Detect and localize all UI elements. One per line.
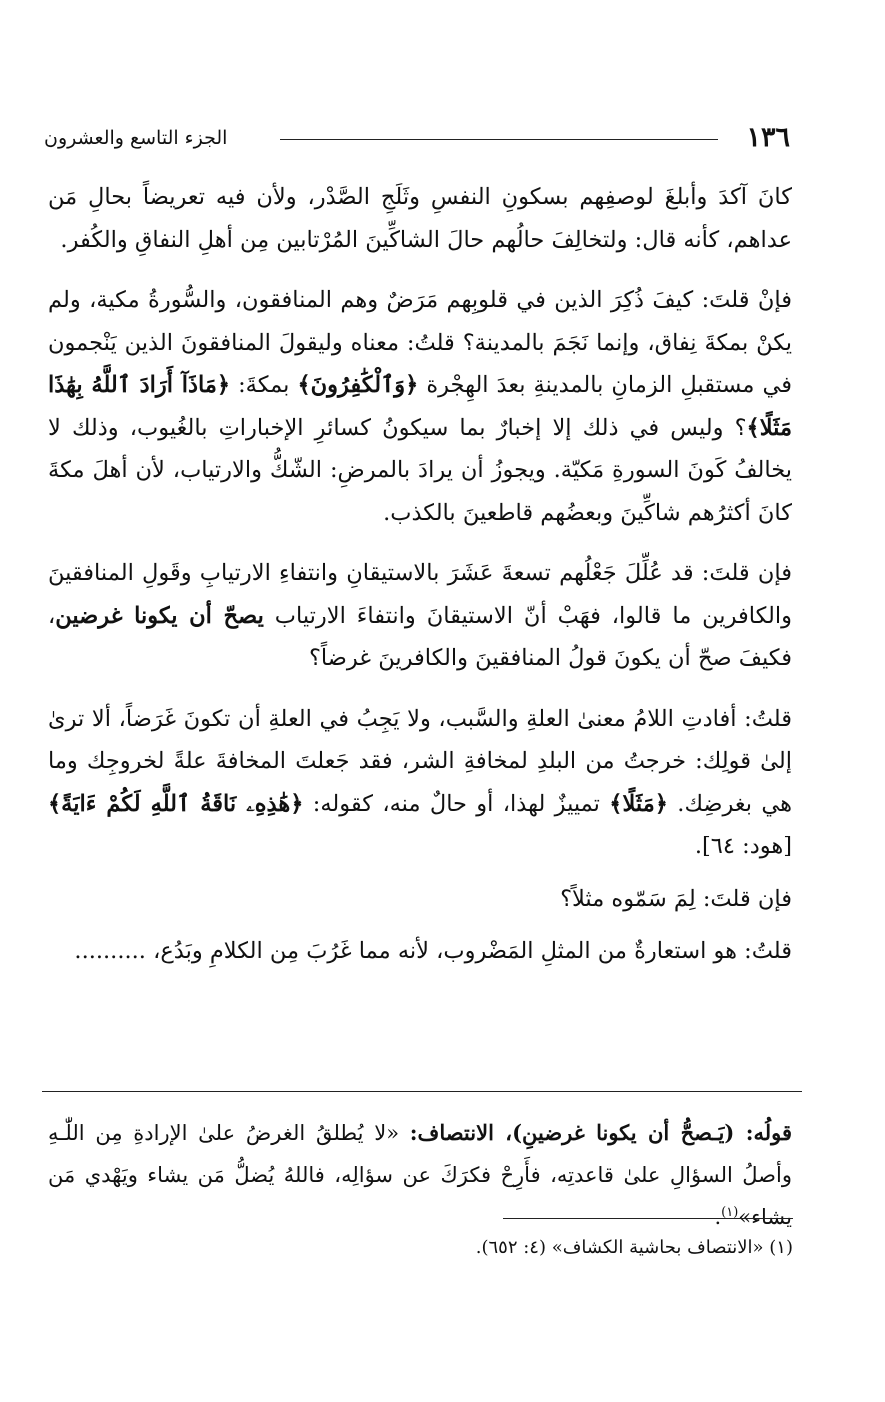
paragraph-3-bold: يصحّ أن يكونا غرضين (55, 602, 264, 629)
paragraph-2-text-b: بمكةَ: (238, 372, 290, 398)
paragraph-2-text-c: ؟ وليس في ذلك إلا إخبارٌ بما سيكونُ كسائرِ الإخباراتِ بالغُيوب، وذلك لا يخالفُ كَونَ السورةِ مَكيّة. ويجوزُ أن يرادَ بالمرضِ: الشّكُّ والارتياب، لأن أهلَ مكةَ كانَ أكثرُهم شاكِّينَ وبعضُهم قاطعينَ بالكذب. (48, 414, 792, 526)
commentary-paragraph (48, 1112, 792, 1238)
paragraph-2-text-a: فإنْ قلتَ: كيفَ ذُكِرَ الذين في قلوبِهم مَرَضٌ وهم المنافقون، والسُّورةُ مكية، ولم يكنْ بمكةَ نِفاق، وإنما نَجَمَ بالمدينة؟ قلتُ: معناه وليقولَ المنافقونَ الذين يَنْجمون في مستقبلِ الزمانِ بالمدينةِ بعدَ الهِجْرة (48, 287, 793, 398)
commentary (48, 1112, 792, 1238)
quran-quote-naqa: ﴿هَٰذِهِۦ نَاقَةُ ٱللَّهِ لَكُمْ ءَايَةً﴾ (48, 790, 304, 817)
commentary-lead: قولُه: (يَـصحُّ أن يكونا غرضينِ)، الانتصاف: (409, 1120, 792, 1145)
page-number: ١٣٦ (746, 122, 790, 153)
quran-quote-mathalan: ﴿مَثَلًا﴾ (609, 790, 668, 817)
paragraph-3-text-a: فإن قلتَ: قد عُلِّلَ جَعْلُهم تسعةَ عَشَرَ بالاستيقانِ وانتفاءِ الارتيابِ وقَولِ المنافقينَ والكافرين ما قالوا، فهَبْ أنّ الاستيقانَ وانتفاءَ الارتياب (48, 560, 792, 629)
paragraph-3 (48, 552, 792, 680)
footnote-marker: (١) (721, 1205, 739, 1220)
header-rule (280, 139, 718, 140)
paragraph-4-text-b: تمييزٌ لهذا، أو حالٌ منه، كقوله: (312, 790, 600, 817)
commentary-separator (42, 1091, 802, 1092)
commentary-end: . (714, 1205, 722, 1229)
quran-quote-mathal: ﴿مَاذَآ أَرَادَ ٱللَّهُ بِهَٰذَا مَثَلًا﴾ (48, 372, 792, 441)
paragraph-2 (48, 279, 792, 534)
page-header (44, 120, 790, 160)
quran-quote-kafirun: ﴿وَٱلْكَٰفِرُونَ﴾ (297, 372, 419, 398)
paragraph-1: كانَ آكدَ وأبلغَ لوصفِهم بسكونِ النفسِ وثَلَجِ الصَّدْر، ولأن فيه تعريضاً بحالِ مَن عداهم، كأنه قال: ولتخالِفَ حالُهم حالَ الشاكِّينَ المُرْتابين مِن أهلِ النفاقِ والكُفر. (48, 184, 792, 253)
paragraph-3-text-b: ، فكيفَ صحّ أن يكونَ قولُ المنافقينَ والكافرينَ غرضاً؟ (48, 602, 792, 671)
paragraph-5: فإن قلتَ: لِمَ سَمّوه مثلاً؟ (560, 885, 792, 912)
footnote: (١) «الانتصاف بحاشية الكشاف» (٤: ٦٥٢). (475, 1237, 793, 1258)
main-text (48, 176, 792, 983)
paragraph-4-text-a: قلتُ: أفادتِ اللامُ معنىٰ العلةِ والسَّبب، ولا يَجِبُ في العلةِ أن تكونَ غَرَضاً، ألا ترىٰ إلىٰ قولِك: خرجتُ من البلدِ لمخافةِ الشر، فقد جَعلتَ المخافةَ علةً لخروجِك وما هي بغرضِك. (48, 705, 793, 817)
paragraph-4 (48, 698, 792, 868)
footnote-separator (503, 1218, 793, 1219)
commentary-text: «لا يُطلقُ الغرضُ علىٰ الإرادةِ مِن اللّٰـهِ وأصلُ السؤالِ علىٰ قاعدتِه، فأَرِحْ فكرَكَ عن سؤالِه، فاللهُ يُضلُّ مَن يشاء ويَهْدي مَن يشاء» (48, 1121, 792, 1229)
running-title: الجزء التاسع والعشرون (44, 127, 228, 149)
paragraph-6: قلتُ: هو استعارةٌ من المثلِ المَضْروب، لأنه مما غَرُبَ مِن الكلامِ وبَدُع، .......... (74, 938, 792, 964)
quran-reference: [هود: ٦٤]. (694, 833, 792, 859)
